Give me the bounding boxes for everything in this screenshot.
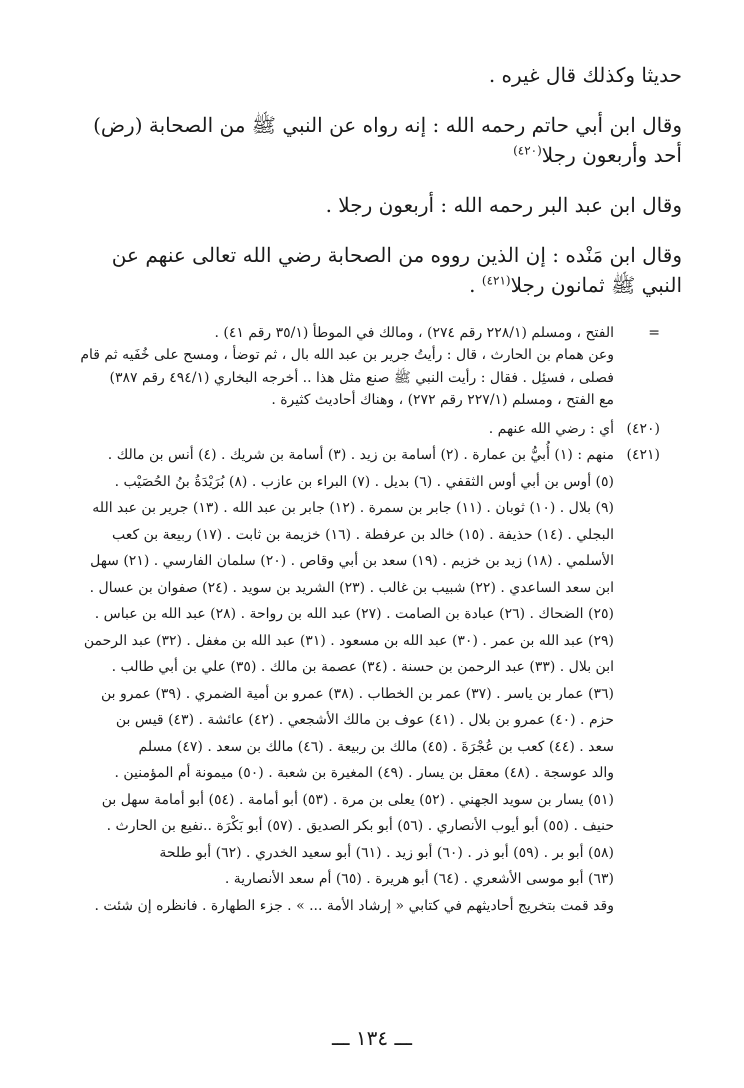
- footnote-line: وعن همام بن الحارث ، قال : رأيتُ جرير بن عبد الله بال ، ثم توضأ ، ومسح على خُفَيه ثم قام: [80, 347, 614, 364]
- footnote-line: حزم . (٤٠) عمرو بن بلال . (٤١) عوف بن مالك الأشجعي . (٤٢) عائشة . (٤٣) قيس بن: [115, 712, 614, 729]
- main-text: [66, 60, 682, 300]
- footnote-number: (٤٢٠): [626, 420, 660, 437]
- footnote-line: الأسلمي . (١٨) زيد بن خزيم . (١٩) سعد بن أبي وقاص . (٢٠) سلمان الفارسي . (٢١) سهل: [90, 553, 614, 570]
- footnote-line: أي : رضي الله عنهم .: [488, 420, 614, 437]
- footnotes: [60, 322, 660, 919]
- footnote-line: فصلى ، فسئِل . فقال : رأيت النبي ﷺ صنع مثل هذا .. أخرجه البخاري (٤٩٤/١ رقم ٣٨٧): [109, 369, 614, 386]
- footnote-line: (٥٨) أبو بر . (٥٩) أبو ذر . (٦٠) أبو زيد . (٦١) أبو سعيد الخدري . (٦٢) أبو طلحة: [159, 844, 614, 861]
- footnote-continuation: [60, 322, 660, 412]
- footnote-line: ابن بلال . (٣٣) عبد الرحمن بن حسنة . (٣٤) عصمة بن مالك . (٣٥) علي بن أبي طالب .: [111, 659, 614, 676]
- footnote-ref-421: (٤٢١): [481, 273, 511, 288]
- footnote-line: (٦٣) أبو موسى الأشعري . (٦٤) أبو هريرة . (٦٥) أم سعد الأنصارية .: [224, 871, 614, 888]
- footnote-line: (٢٥) الضحاك . (٢٦) عبادة بن الصامت . (٢٧) عبد الله بن رواحة . (٢٨) عبد الله بن عباس .: [94, 606, 614, 623]
- footnote-line: البجلي . (١٤) حذيفة . (١٥) خالد بن عرفطة . (١٦) خزيمة بن ثابت . (١٧) ربيعة بن كعب: [112, 526, 614, 543]
- footnote-line: مع الفتح ، ومسلم (٢٢٧/١ رقم ٢٧٢) ، وهناك أحاديث كثيرة .: [271, 392, 614, 409]
- paragraph-2: وقال ابن أبي حاتم رحمه الله : إنه رواه عن النبي ﷺ من الصحابة (رض) أحد وأربعون رجلا$^{(٤٢٠)}$: [93, 113, 682, 167]
- footnote-420: [60, 416, 660, 443]
- continuation-mark: =: [648, 325, 660, 341]
- footnote-line: والد عوسجة . (٤٨) معقل بن يسار . (٤٩) المغيرة بن شعبة . (٥٠) ميمونة أم المؤمنين .: [114, 765, 614, 782]
- footnote-421: [60, 442, 660, 919]
- paragraph-1: حديثا وكذلك قال غيره .: [488, 63, 682, 87]
- footnote-line: سعد . (٤٤) كعب بن عُجْرَةَ . (٤٥) مالك بن ربيعة . (٤٦) مالك بن سعد . (٤٧) مسلم: [138, 738, 614, 755]
- footnote-line: وقد قمت بتخريج أحاديثهم في كتابي « إرشاد الأمة ... » . جزء الطهارة . فانظره إن شئت .: [94, 897, 614, 914]
- footnote-line: الفتح ، ومسلم (٢٢٨/١ رقم ٢٧٤) ، ومالك في الموطأ (٣٥/١ رقم ٤١) .: [214, 325, 614, 341]
- paragraph-4: وقال ابن مَنْده : إن الذين رووه من الصحابة رضي الله تعالى عنهم عن النبي ﷺ ثمانون رجلا$^{(٤٢١)}$ .: [111, 243, 682, 297]
- footnote-line: (٢٩) عبد الله بن عمر . (٣٠) عبد الله بن مسعود . (٣١) عبد الله بن مغفل . (٣٢) عبد الرحمن: [83, 632, 614, 649]
- footnote-ref-420: (٤٢٠): [513, 143, 542, 158]
- footnote-line: (٥) أوس بن أبي أوس الثقفي . (٦) بديل . (٧) البراء بن عازب . (٨) بُرَيْدَةُ بنُ الحُصَيْب .: [114, 473, 614, 490]
- footnote-line: حنيف . (٥٥) أبو أيوب الأنصاري . (٥٦) أبو بكر الصديق . (٥٧) أبو بَكْرَة ..نفيع بن الحارث .: [106, 818, 614, 835]
- footnote-line: (٣٦) عمار بن ياسر . (٣٧) عمر بن الخطاب . (٣٨) عمرو بن أمية الضمري . (٣٩) عمرو بن: [100, 685, 614, 702]
- footnote-line: ابن سعد الساعدي . (٢٢) شبيب بن غالب . (٢٣) الشريد بن سويد . (٢٤) صفوان بن عسال .: [89, 579, 614, 596]
- paragraph-3: وقال ابن عبد البر رحمه الله : أربعون رجلا .: [325, 193, 682, 217]
- footnote-line: (٩) بلال . (١٠) ثوبان . (١١) جابر بن سمرة . (١٢) جابر بن عبد الله . (١٣) جرير بن عبد الله: [92, 500, 614, 517]
- footnote-line: منهم : (١) أُبيُّ بن عمارة . (٢) أسامة بن زيد . (٣) أسامة بن شريك . (٤) أنس بن مالك .: [107, 447, 614, 464]
- footnote-line: (٥١) يسار بن سويد الجهني . (٥٢) يعلى بن مرة . (٥٣) أبو أمامة . (٥٤) أبو أمامة سهل بن: [101, 791, 614, 808]
- page-number: ـــ ١٣٤ ـــ: [331, 1026, 413, 1050]
- footnote-number: (٤٢١): [626, 447, 660, 464]
